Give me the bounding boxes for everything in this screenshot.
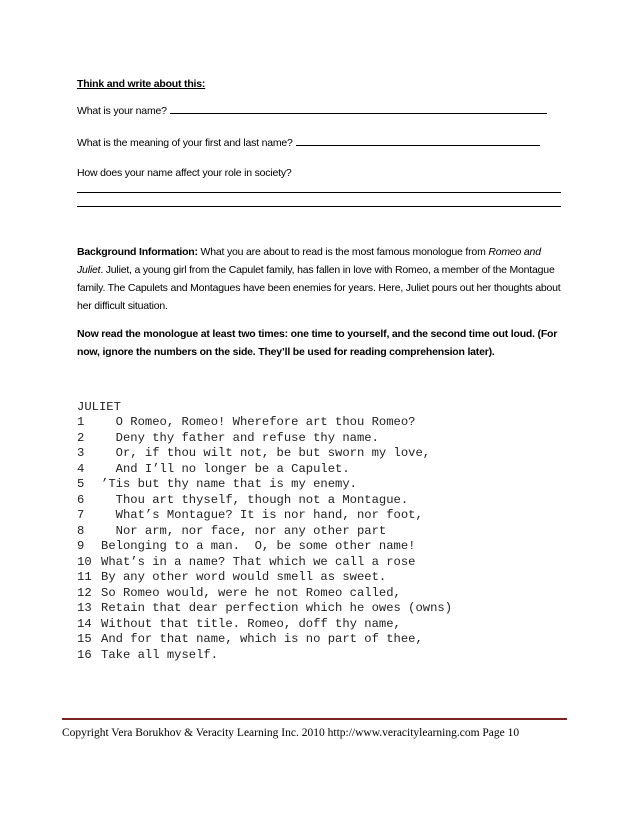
line-text: And I’ll no longer be a Capulet.	[101, 461, 350, 476]
line-text: Thou art thyself, though not a Montague.	[101, 492, 409, 507]
monologue-line	[77, 415, 416, 429]
line-number: 5	[77, 477, 85, 491]
line-number: 15	[77, 632, 92, 646]
monologue-line	[77, 539, 416, 553]
line-text: By any other word would smell as sweet.	[101, 570, 387, 584]
background-title: Romeo and Juliet	[77, 246, 541, 276]
line-text: Deny thy father and refuse thy name.	[101, 430, 379, 445]
monologue-line	[77, 555, 416, 569]
instructions-paragraph: Now read the monologue at least two times: one time to yourself, and the second time out loud. (For now, ignore the numbers on the side. They’ll be used for reading comprehension later).	[77, 328, 558, 358]
monologue-line	[77, 493, 408, 507]
answer-society-line-1[interactable]	[77, 192, 561, 193]
line-text: Without that title. Romeo, doff thy name,	[101, 616, 401, 631]
monologue-line	[77, 462, 350, 476]
line-text: What’s in a name? That which we call a rose	[101, 554, 416, 569]
line-text: Nor arm, nor face, nor any other part	[101, 523, 387, 538]
monologue-line	[77, 508, 423, 522]
monologue-line	[77, 617, 401, 631]
question-meaning-label: What is the meaning of your first and last name?	[77, 137, 293, 149]
background-text-1: What you are about to read is the most famous monologue from	[197, 246, 489, 258]
line-text: So Romeo would, were he not Romeo called,	[101, 585, 401, 600]
line-number: 13	[77, 601, 92, 615]
answer-name-line[interactable]	[170, 104, 547, 114]
monologue-line	[77, 632, 423, 646]
answer-society-line-2[interactable]	[77, 206, 561, 207]
question-society: How does your name affect your role in society?	[77, 167, 292, 179]
line-number: 14	[77, 616, 92, 631]
question-name-label: What is your name?	[77, 105, 167, 117]
footer-copyright: Copyright Vera Borukhov & Veracity Learning Inc. 2010 http://www.veracitylearning.com Page 10	[62, 727, 520, 739]
monologue-line	[77, 570, 386, 584]
monologue-line	[77, 586, 401, 600]
background-text-2: . Juliet, a young girl from the Capulet family, has fallen in love with Romeo, a member of the Montague family. The Capulets and Montagues have been enemies for years. Here, Juliet pours out her thoughts about her difficult situation.	[77, 264, 561, 312]
line-number: 8	[77, 523, 85, 538]
monologue-line	[77, 446, 430, 460]
line-text: Or, if thou wilt not, be but sworn my love,	[101, 446, 431, 460]
line-number: 3	[77, 446, 85, 460]
line-number: 16	[77, 647, 92, 662]
line-number: 6	[77, 492, 85, 507]
line-number: 1	[77, 415, 85, 429]
monologue-line	[77, 601, 452, 615]
monologue-line	[77, 431, 379, 445]
monologue-line	[77, 477, 357, 491]
background-label: Background Information:	[77, 246, 198, 258]
speaker-name: JULIET	[77, 400, 121, 414]
line-text: ’Tis but thy name that is my enemy.	[101, 477, 357, 491]
section-heading: Think and write about this:	[77, 78, 206, 90]
line-number: 10	[77, 554, 92, 569]
monologue-line	[77, 648, 218, 662]
question-name	[77, 104, 547, 117]
line-number: 7	[77, 508, 85, 522]
line-number: 11	[77, 570, 92, 584]
line-number: 9	[77, 539, 85, 553]
line-text: What’s Montague? It is nor hand, nor foot,	[101, 508, 423, 522]
line-text: O Romeo, Romeo! Wherefore art thou Romeo?	[101, 415, 416, 429]
line-number: 2	[77, 430, 85, 445]
background-paragraph	[77, 243, 565, 315]
question-meaning	[77, 136, 540, 149]
line-text: Take all myself.	[101, 647, 219, 662]
line-number: 12	[77, 585, 92, 600]
line-number: 4	[77, 461, 85, 476]
answer-meaning-line[interactable]	[296, 136, 540, 146]
line-text: Retain that dear perfection which he owes (owns)	[101, 601, 453, 615]
monologue-line	[77, 524, 386, 538]
line-text: And for that name, which is no part of thee,	[101, 632, 423, 646]
line-text: Belonging to a man. O, be some other name!	[101, 539, 416, 553]
footer-divider	[62, 718, 567, 720]
